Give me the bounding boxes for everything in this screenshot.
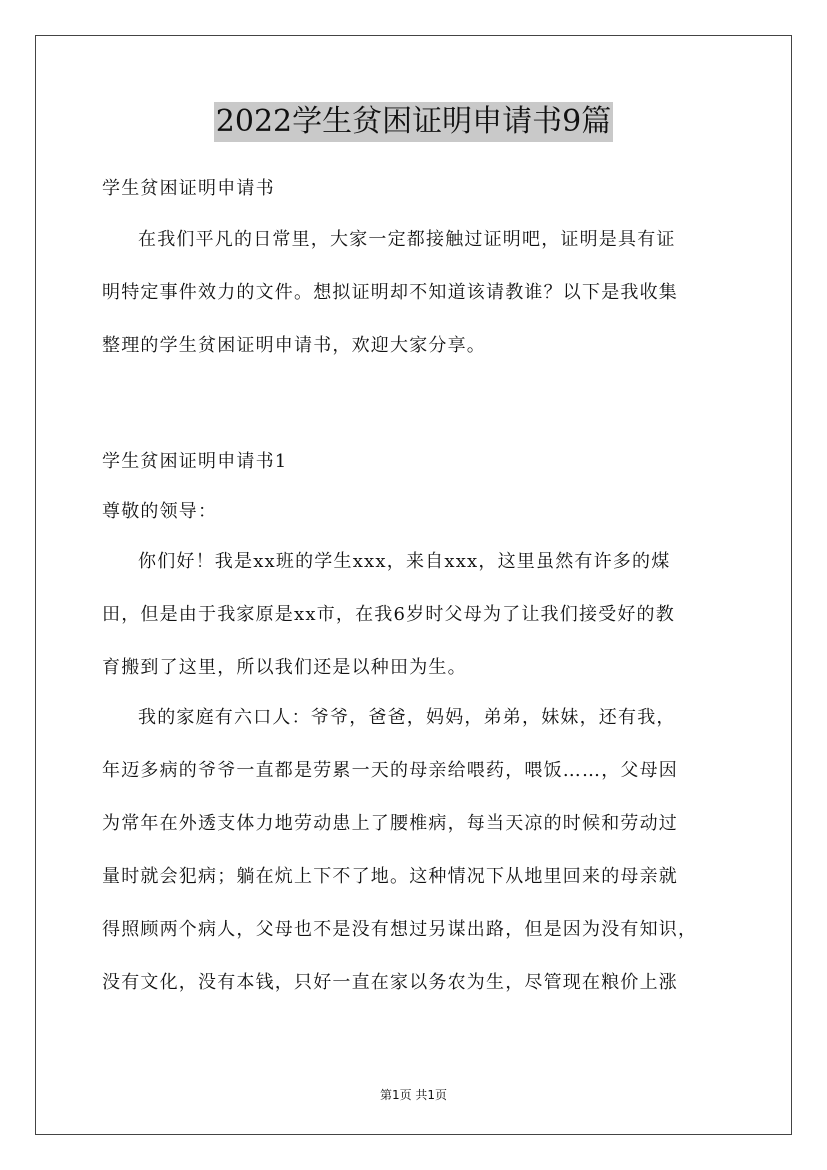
text-line: 学生贫困证明申请书1 — [102, 451, 288, 472]
section-heading — [102, 449, 730, 475]
page-footer — [0, 1086, 827, 1103]
text-line: 明特定事件效力的文件。想拟证明却不知道该请教谁？以下是我收集 — [102, 282, 678, 303]
page-number: 第1页 共1页 — [379, 1088, 448, 1102]
text-line: 我的家庭有六口人：爷爷，爸爸，妈妈，弟弟，妹妹，还有我， — [138, 707, 676, 728]
title-container — [0, 102, 827, 142]
text-line: 为常年在外透支体力地劳动患上了腰椎病，每当天凉的时候和劳动过 — [102, 813, 678, 834]
text-line: 得照顾两个病人，父母也不是没有想过另谋出路，但是因为没有知识， — [102, 919, 698, 940]
body-paragraph — [102, 705, 730, 996]
document-body — [102, 176, 730, 996]
text-line: 学生贫困证明申请书 — [102, 178, 275, 199]
document-title: 2022学生贫困证明申请书9篇 — [214, 102, 613, 142]
text-line: 没有文化，没有本钱，只好一直在家以务农为生，尽管现在粮价上涨 — [102, 972, 678, 993]
text-line: 尊敬的领导： — [102, 501, 218, 522]
text-line: 在我们平凡的日常里，大家一定都接触过证明吧，证明是具有证 — [138, 229, 676, 250]
section-heading — [102, 176, 730, 202]
text-line: 年迈多病的爷爷一直都是劳累一天的母亲给喂药，喂饭……，父母因 — [102, 760, 678, 781]
text-line: 整理的学生贫困证明申请书，欢迎大家分享。 — [102, 335, 486, 356]
intro-paragraph — [102, 227, 730, 359]
text-line: 育搬到了这里，所以我们还是以种田为生。 — [102, 657, 467, 678]
text-line: 量时就会犯病；躺在炕上下不了地。这种情况下从地里回来的母亲就 — [102, 866, 678, 887]
text-line: 田，但是由于我家原是xx市，在我6岁时父母为了让我们接受好的教 — [102, 604, 675, 625]
body-paragraph — [102, 549, 730, 681]
salutation — [102, 499, 730, 525]
text-line: 你们好！我是xx班的学生xxx，来自xxx，这里虽然有许多的煤 — [138, 551, 671, 572]
